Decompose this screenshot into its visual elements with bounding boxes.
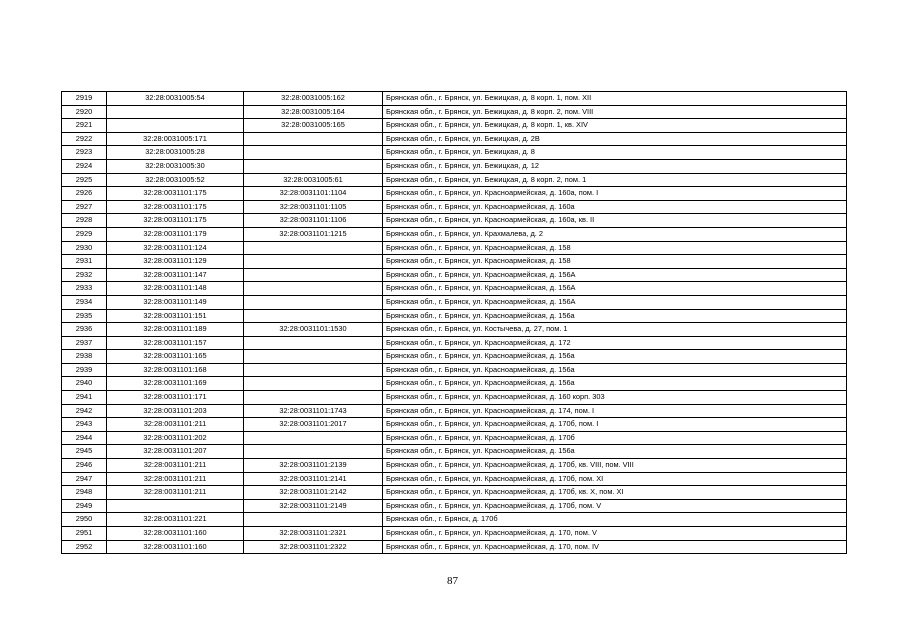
address-cell: Брянская обл., г. Брянск, ул. Бежицкая, д. 8 корп. 1, пом. XII bbox=[383, 92, 847, 106]
address-cell: Брянская обл., г. Брянск, ул. Красноармейская, д. 170б, кв. VIII, пом. VIII bbox=[383, 459, 847, 473]
row-number-cell: 2934 bbox=[62, 295, 107, 309]
sub-cadastral-number-cell bbox=[244, 363, 383, 377]
row-number-cell: 2937 bbox=[62, 336, 107, 350]
address-cell: Брянская обл., г. Брянск, ул. Красноармейская, д. 170б, кв. X, пом. XI bbox=[383, 486, 847, 500]
row-number-cell: 2921 bbox=[62, 119, 107, 133]
cadastral-number-cell: 32:28:0031101:175 bbox=[107, 214, 244, 228]
cadastral-number-cell: 32:28:0031101:160 bbox=[107, 527, 244, 541]
table-row bbox=[62, 241, 847, 255]
address-cell: Брянская обл., г. Брянск, ул. Бежицкая, д. 8 bbox=[383, 146, 847, 160]
cadastral-number-cell: 32:28:0031101:179 bbox=[107, 227, 244, 241]
cadastral-number-cell: 32:28:0031101:157 bbox=[107, 336, 244, 350]
registry-table bbox=[61, 91, 847, 554]
sub-cadastral-number-cell: 32:28:0031101:2139 bbox=[244, 459, 383, 473]
address-cell: Брянская обл., г. Брянск, ул. Красноармейская, д. 170б, пом. I bbox=[383, 418, 847, 432]
cadastral-number-cell: 32:28:0031101:151 bbox=[107, 309, 244, 323]
row-number-cell: 2948 bbox=[62, 486, 107, 500]
table-row bbox=[62, 132, 847, 146]
cadastral-number-cell bbox=[107, 119, 244, 133]
address-cell: Брянская обл., г. Брянск, ул. Красноармейская, д. 170, пом. IV bbox=[383, 540, 847, 554]
row-number-cell: 2939 bbox=[62, 363, 107, 377]
address-cell: Брянская обл., г. Брянск, ул. Красноармейская, д. 156а bbox=[383, 377, 847, 391]
table-row bbox=[62, 527, 847, 541]
cadastral-number-cell: 32:28:0031101:211 bbox=[107, 486, 244, 500]
row-number-cell: 2949 bbox=[62, 499, 107, 513]
row-number-cell: 2920 bbox=[62, 105, 107, 119]
sub-cadastral-number-cell bbox=[244, 391, 383, 405]
cadastral-number-cell: 32:28:0031101:124 bbox=[107, 241, 244, 255]
address-cell: Брянская обл., г. Брянск, ул. Красноармейская, д. 158 bbox=[383, 255, 847, 269]
sub-cadastral-number-cell: 32:28:0031005:165 bbox=[244, 119, 383, 133]
address-cell: Брянская обл., г. Брянск, ул. Красноармейская, д. 156а bbox=[383, 350, 847, 364]
row-number-cell: 2946 bbox=[62, 459, 107, 473]
table-row bbox=[62, 309, 847, 323]
address-cell: Брянская обл., г. Брянск, ул. Красноармейская, д. 156а bbox=[383, 309, 847, 323]
row-number-cell: 2950 bbox=[62, 513, 107, 527]
table-row bbox=[62, 391, 847, 405]
row-number-cell: 2929 bbox=[62, 227, 107, 241]
row-number-cell: 2919 bbox=[62, 92, 107, 106]
cadastral-number-cell: 32:28:0031005:52 bbox=[107, 173, 244, 187]
address-cell: Брянская обл., г. Брянск, ул. Красноармейская, д. 170б bbox=[383, 431, 847, 445]
row-number-cell: 2943 bbox=[62, 418, 107, 432]
sub-cadastral-number-cell: 32:28:0031101:2322 bbox=[244, 540, 383, 554]
address-cell: Брянская обл., г. Брянск, ул. Костычева, д. 27, пом. 1 bbox=[383, 323, 847, 337]
row-number-cell: 2951 bbox=[62, 527, 107, 541]
sub-cadastral-number-cell: 32:28:0031101:2017 bbox=[244, 418, 383, 432]
sub-cadastral-number-cell: 32:28:0031101:2141 bbox=[244, 472, 383, 486]
row-number-cell: 2936 bbox=[62, 323, 107, 337]
address-cell: Брянская обл., г. Брянск, ул. Крахмалева, д. 2 bbox=[383, 227, 847, 241]
sub-cadastral-number-cell bbox=[244, 431, 383, 445]
table-row bbox=[62, 499, 847, 513]
table-row bbox=[62, 187, 847, 201]
sub-cadastral-number-cell: 32:28:0031101:1105 bbox=[244, 200, 383, 214]
address-cell: Брянская обл., г. Брянск, ул. Бежицкая, д. 8 корп. 2, пом. 1 bbox=[383, 173, 847, 187]
address-cell: Брянская обл., г. Брянск, ул. Красноармейская, д. 160а, кв. II bbox=[383, 214, 847, 228]
table-row bbox=[62, 214, 847, 228]
row-number-cell: 2952 bbox=[62, 540, 107, 554]
address-cell: Брянская обл., г. Брянск, ул. Красноармейская, д. 170б, пом. V bbox=[383, 499, 847, 513]
table-row bbox=[62, 472, 847, 486]
sub-cadastral-number-cell: 32:28:0031101:1743 bbox=[244, 404, 383, 418]
sub-cadastral-number-cell bbox=[244, 255, 383, 269]
cadastral-number-cell: 32:28:0031101:207 bbox=[107, 445, 244, 459]
address-cell: Брянская обл., г. Брянск, ул. Красноармейская, д. 174, пом. I bbox=[383, 404, 847, 418]
address-cell: Брянская обл., г. Брянск, ул. Красноармейская, д. 156А bbox=[383, 268, 847, 282]
table-row bbox=[62, 445, 847, 459]
sub-cadastral-number-cell bbox=[244, 336, 383, 350]
table-row bbox=[62, 377, 847, 391]
cadastral-number-cell: 32:28:0031101:149 bbox=[107, 295, 244, 309]
sub-cadastral-number-cell bbox=[244, 513, 383, 527]
table-row bbox=[62, 173, 847, 187]
sub-cadastral-number-cell: 32:28:0031101:1106 bbox=[244, 214, 383, 228]
cadastral-number-cell: 32:28:0031101:171 bbox=[107, 391, 244, 405]
row-number-cell: 2945 bbox=[62, 445, 107, 459]
cadastral-number-cell: 32:28:0031101:211 bbox=[107, 459, 244, 473]
cadastral-number-cell: 32:28:0031005:54 bbox=[107, 92, 244, 106]
address-cell: Брянская обл., г. Брянск, ул. Красноармейская, д. 160а, пом. I bbox=[383, 187, 847, 201]
row-number-cell: 2938 bbox=[62, 350, 107, 364]
table-row bbox=[62, 404, 847, 418]
table-row bbox=[62, 540, 847, 554]
table-row bbox=[62, 295, 847, 309]
cadastral-number-cell: 32:28:0031101:160 bbox=[107, 540, 244, 554]
sub-cadastral-number-cell: 32:28:0031101:1530 bbox=[244, 323, 383, 337]
sub-cadastral-number-cell: 32:28:0031101:1215 bbox=[244, 227, 383, 241]
table-row bbox=[62, 323, 847, 337]
sub-cadastral-number-cell bbox=[244, 377, 383, 391]
row-number-cell: 2947 bbox=[62, 472, 107, 486]
address-cell: Брянская обл., г. Брянск, ул. Бежицкая, д. 8 корп. 1, кв. XIV bbox=[383, 119, 847, 133]
table-row bbox=[62, 336, 847, 350]
cadastral-number-cell: 32:28:0031101:165 bbox=[107, 350, 244, 364]
sub-cadastral-number-cell bbox=[244, 309, 383, 323]
table-row bbox=[62, 92, 847, 106]
row-number-cell: 2927 bbox=[62, 200, 107, 214]
sub-cadastral-number-cell bbox=[244, 350, 383, 364]
sub-cadastral-number-cell bbox=[244, 132, 383, 146]
row-number-cell: 2940 bbox=[62, 377, 107, 391]
table-row bbox=[62, 513, 847, 527]
row-number-cell: 2928 bbox=[62, 214, 107, 228]
table-row bbox=[62, 146, 847, 160]
sub-cadastral-number-cell: 32:28:0031005:164 bbox=[244, 105, 383, 119]
table-row bbox=[62, 486, 847, 500]
address-cell: Брянская обл., г. Брянск, ул. Красноармейская, д. 156А bbox=[383, 282, 847, 296]
table-row bbox=[62, 418, 847, 432]
sub-cadastral-number-cell bbox=[244, 268, 383, 282]
cadastral-number-cell: 32:28:0031101:169 bbox=[107, 377, 244, 391]
table-row bbox=[62, 119, 847, 133]
sub-cadastral-number-cell bbox=[244, 295, 383, 309]
row-number-cell: 2931 bbox=[62, 255, 107, 269]
sub-cadastral-number-cell bbox=[244, 146, 383, 160]
cadastral-number-cell: 32:28:0031101:221 bbox=[107, 513, 244, 527]
row-number-cell: 2926 bbox=[62, 187, 107, 201]
address-cell: Брянская обл., г. Брянск, ул. Бежицкая, д. 8 корп. 2, пом. VIII bbox=[383, 105, 847, 119]
table-row bbox=[62, 200, 847, 214]
address-cell: Брянская обл., г. Брянск, ул. Красноармейская, д. 170, пом. V bbox=[383, 527, 847, 541]
address-cell: Брянская обл., г. Брянск, ул. Красноармейская, д. 160 корп. 303 bbox=[383, 391, 847, 405]
table-row bbox=[62, 227, 847, 241]
address-cell: Брянская обл., г. Брянск, ул. Красноармейская, д. 172 bbox=[383, 336, 847, 350]
cadastral-number-cell bbox=[107, 499, 244, 513]
row-number-cell: 2930 bbox=[62, 241, 107, 255]
sub-cadastral-number-cell: 32:28:0031005:61 bbox=[244, 173, 383, 187]
cadastral-number-cell: 32:28:0031005:30 bbox=[107, 159, 244, 173]
cadastral-number-cell: 32:28:0031101:189 bbox=[107, 323, 244, 337]
address-cell: Брянская обл., г. Брянск, д. 170б bbox=[383, 513, 847, 527]
row-number-cell: 2932 bbox=[62, 268, 107, 282]
sub-cadastral-number-cell: 32:28:0031101:2142 bbox=[244, 486, 383, 500]
sub-cadastral-number-cell: 32:28:0031101:2321 bbox=[244, 527, 383, 541]
sub-cadastral-number-cell: 32:28:0031101:2149 bbox=[244, 499, 383, 513]
table-row bbox=[62, 431, 847, 445]
address-cell: Брянская обл., г. Брянск, ул. Бежицкая, д. 12 bbox=[383, 159, 847, 173]
sub-cadastral-number-cell bbox=[244, 241, 383, 255]
table-row bbox=[62, 459, 847, 473]
address-cell: Брянская обл., г. Брянск, ул. Красноармейская, д. 160а bbox=[383, 200, 847, 214]
cadastral-number-cell: 32:28:0031101:211 bbox=[107, 472, 244, 486]
cadastral-number-cell: 32:28:0031005:28 bbox=[107, 146, 244, 160]
cadastral-number-cell: 32:28:0031101:168 bbox=[107, 363, 244, 377]
sub-cadastral-number-cell bbox=[244, 159, 383, 173]
address-cell: Брянская обл., г. Брянск, ул. Красноармейская, д. 158 bbox=[383, 241, 847, 255]
sub-cadastral-number-cell bbox=[244, 445, 383, 459]
row-number-cell: 2923 bbox=[62, 146, 107, 160]
cadastral-number-cell bbox=[107, 105, 244, 119]
row-number-cell: 2933 bbox=[62, 282, 107, 296]
table-row bbox=[62, 363, 847, 377]
cadastral-number-cell: 32:28:0031101:175 bbox=[107, 187, 244, 201]
sub-cadastral-number-cell bbox=[244, 282, 383, 296]
sub-cadastral-number-cell: 32:28:0031005:162 bbox=[244, 92, 383, 106]
row-number-cell: 2941 bbox=[62, 391, 107, 405]
registry-table-body bbox=[62, 92, 847, 554]
row-number-cell: 2942 bbox=[62, 404, 107, 418]
row-number-cell: 2935 bbox=[62, 309, 107, 323]
address-cell: Брянская обл., г. Брянск, ул. Красноармейская, д. 156а bbox=[383, 445, 847, 459]
row-number-cell: 2944 bbox=[62, 431, 107, 445]
row-number-cell: 2925 bbox=[62, 173, 107, 187]
cadastral-number-cell: 32:28:0031101:175 bbox=[107, 200, 244, 214]
table-row bbox=[62, 255, 847, 269]
cadastral-number-cell: 32:28:0031101:211 bbox=[107, 418, 244, 432]
page-number: 87 bbox=[447, 575, 458, 587]
address-cell: Брянская обл., г. Брянск, ул. Красноармейская, д. 156А bbox=[383, 295, 847, 309]
sub-cadastral-number-cell: 32:28:0031101:1104 bbox=[244, 187, 383, 201]
address-cell: Брянская обл., г. Брянск, ул. Красноармейская, д. 170б, пом. XI bbox=[383, 472, 847, 486]
row-number-cell: 2922 bbox=[62, 132, 107, 146]
address-cell: Брянская обл., г. Брянск, ул. Красноармейская, д. 156а bbox=[383, 363, 847, 377]
cadastral-number-cell: 32:28:0031101:203 bbox=[107, 404, 244, 418]
table-row bbox=[62, 268, 847, 282]
cadastral-number-cell: 32:28:0031101:147 bbox=[107, 268, 244, 282]
cadastral-number-cell: 32:28:0031101:129 bbox=[107, 255, 244, 269]
table-row bbox=[62, 282, 847, 296]
row-number-cell: 2924 bbox=[62, 159, 107, 173]
table-row bbox=[62, 105, 847, 119]
address-cell: Брянская обл., г. Брянск, ул. Бежицкая, д. 2В bbox=[383, 132, 847, 146]
cadastral-number-cell: 32:28:0031005:171 bbox=[107, 132, 244, 146]
cadastral-number-cell: 32:28:0031101:202 bbox=[107, 431, 244, 445]
cadastral-number-cell: 32:28:0031101:148 bbox=[107, 282, 244, 296]
table-row bbox=[62, 159, 847, 173]
table-row bbox=[62, 350, 847, 364]
